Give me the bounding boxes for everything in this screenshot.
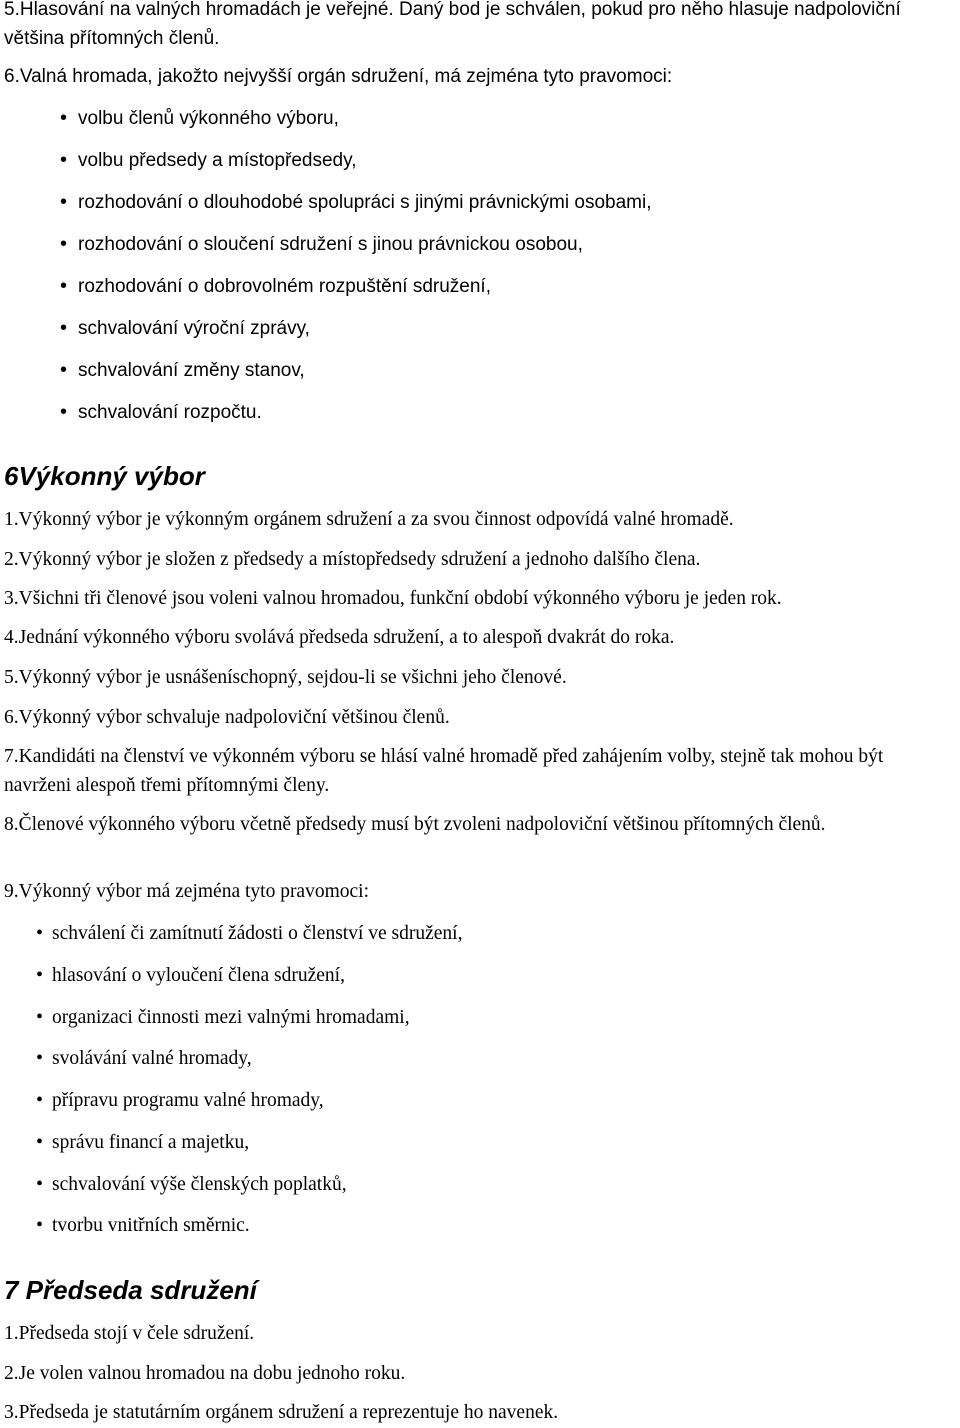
bullet-icon: •	[60, 233, 68, 255]
section-6-paragraph: 3.Všichni tři členové jsou voleni valnou hromadou, funkční období výkonného výboru je jeden rok.	[4, 588, 782, 609]
bullet-icon: •	[60, 401, 68, 423]
section-7-paragraph: 3.Předseda je statutárním orgánem sdružení a reprezentuje ho navenek.	[4, 1402, 559, 1423]
section-6-paragraph: 6.Výkonný výbor schvaluje nadpoloviční většinou členů.	[4, 707, 450, 728]
bullet-icon: •	[36, 964, 44, 986]
bullet-icon: •	[60, 191, 68, 213]
section-6-paragraph: 8.Členové výkonného výboru včetně předsedy musí být zvoleni nadpoloviční většinou přítomných členů.	[4, 814, 826, 835]
section-6-paragraph: 2.Výkonný výbor je složen z předsedy a místopředsedy sdružení a jednoho dalšího člena.	[4, 549, 701, 570]
bullet-icon: •	[36, 1214, 44, 1236]
list-item: • schvalování změny stanov,	[60, 356, 305, 385]
bullet-icon: •	[60, 107, 68, 129]
paragraph-5: 5.Hlasování na valných hromadách je veřejné. Daný bod je schválen, pokud pro něho hlasuje nadpoloviční většina přítomných členů.	[4, 0, 901, 49]
section-6-paragraph: 7.Kandidáti na členství ve výkonném výboru se hlásí valné hromadě před zahájením volby, stejně tak mohou být navrženi alespoň třemi přítomnými členy.	[4, 746, 884, 796]
list-item: • rozhodování o dobrovolném rozpuštění sdružení,	[60, 272, 491, 301]
list-item: • schvalování výše členských poplatků,	[36, 1170, 347, 1199]
bullet-icon: •	[60, 359, 68, 381]
paragraph-6: 6.Valná hromada, jakožto nejvyšší orgán sdružení, má zejména tyto pravomoci:	[4, 66, 673, 87]
list-item: • hlasování o vyloučení člena sdružení,	[36, 961, 345, 990]
section-6-paragraph: 4.Jednání výkonného výboru svolává předseda sdružení, a to alespoň dvakrát do roka.	[4, 627, 675, 648]
list-item: • schválení či zamítnutí žádosti o členství ve sdružení,	[36, 919, 462, 948]
bullet-icon: •	[36, 1089, 44, 1111]
list-item: • tvorbu vnitřních směrnic.	[36, 1211, 250, 1240]
bullet-icon: •	[36, 1131, 44, 1153]
list-item: • organizaci činnosti mezi valnými hromadami,	[36, 1003, 410, 1032]
list-item: • správu financí a majetku,	[36, 1128, 249, 1157]
list-item: • přípravu programu valné hromady,	[36, 1086, 324, 1115]
section-6-heading: 6Výkonný výbor	[4, 461, 205, 491]
list-item: • volbu předsedy a místopředsedy,	[60, 146, 356, 175]
section-6-paragraph: 9.Výkonný výbor má zejména tyto pravomoci:	[4, 881, 369, 902]
section-6-paragraph: 5.Výkonný výbor je usnášeníschopný, sejdou-li se všichni jeho členové.	[4, 667, 567, 688]
list-item: • rozhodování o dlouhodobé spolupráci s jinými právnickými osobami,	[60, 188, 651, 217]
section-7-heading: 7 Předseda sdružení	[4, 1275, 257, 1305]
list-item: • rozhodování o sloučení sdružení s jinou právnickou osobou,	[60, 230, 583, 259]
list-item: • schvalování výroční zprávy,	[60, 314, 310, 343]
bullet-icon: •	[36, 1006, 44, 1028]
section-7-paragraph: 1.Předseda stojí v čele sdružení.	[4, 1323, 255, 1344]
bullet-icon: •	[60, 317, 68, 339]
bullet-icon: •	[60, 149, 68, 171]
list-item: • schvalování rozpočtu.	[60, 398, 262, 427]
bullet-icon: •	[36, 1047, 44, 1069]
section-7-paragraph: 2.Je volen valnou hromadou na dobu jednoho roku.	[4, 1363, 406, 1384]
bullet-icon: •	[36, 922, 44, 944]
section-6-paragraph: 1.Výkonný výbor je výkonným orgánem sdružení a za svou činnost odpovídá valné hromadě.	[4, 509, 734, 530]
bullet-icon: •	[60, 275, 68, 297]
list-item: • svolávání valné hromady,	[36, 1044, 252, 1073]
bullet-icon: •	[36, 1173, 44, 1195]
list-item: • volbu členů výkonného výboru,	[60, 104, 339, 133]
